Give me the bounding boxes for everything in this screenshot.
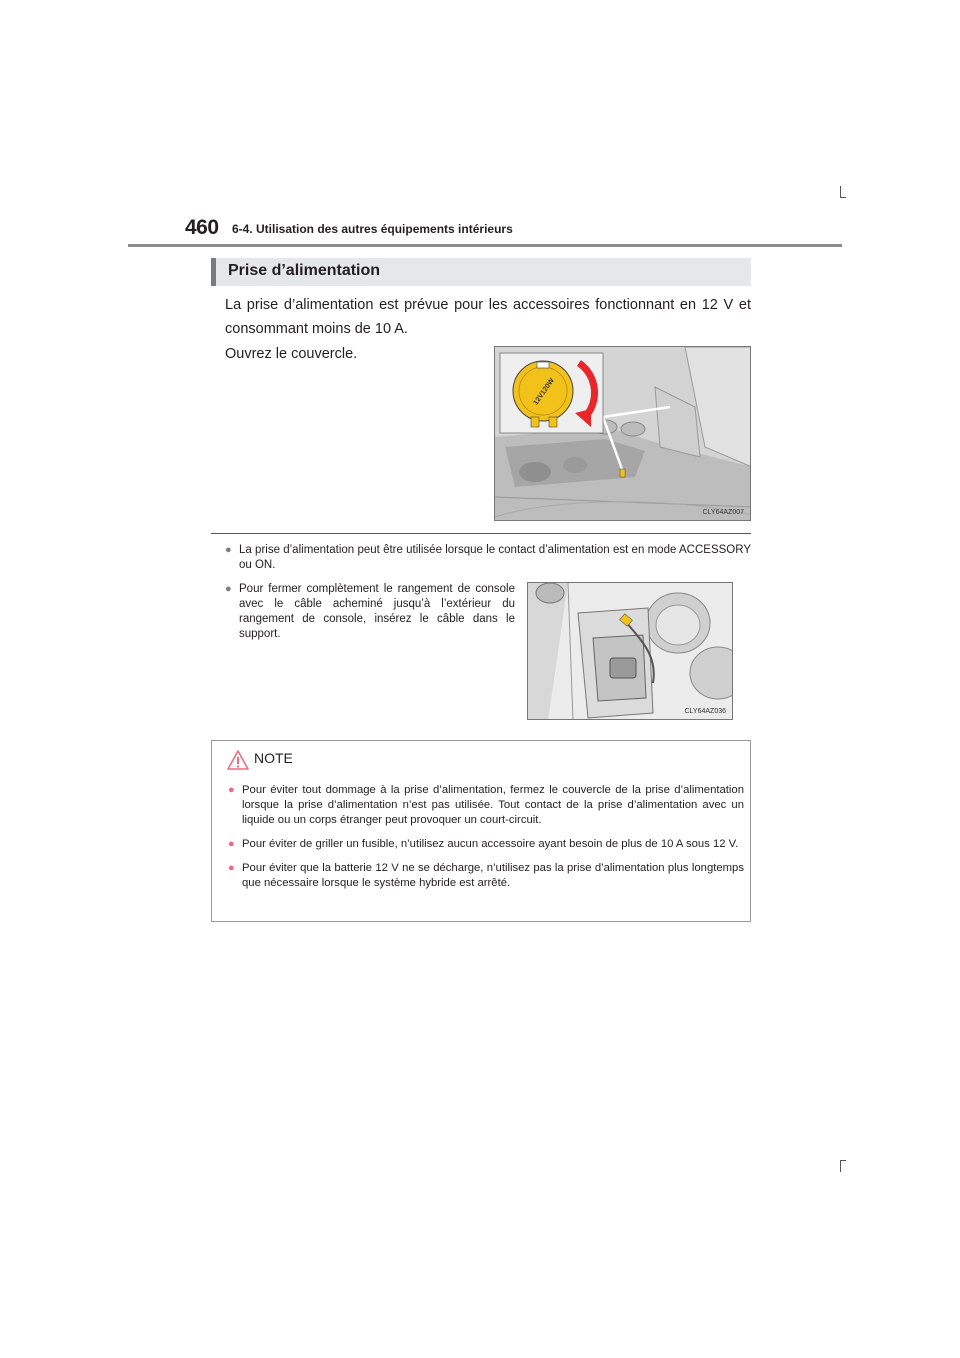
section-title-bar [211, 258, 751, 286]
note-bullet-icon: ● [228, 784, 235, 796]
note-item [228, 861, 744, 891]
bullet-item [225, 582, 515, 642]
note-bullet-icon: ● [228, 862, 235, 874]
figure-console-cable [527, 582, 733, 720]
figure-1-code: CLY64AZ007 [702, 509, 744, 516]
bullet-text: Pour fermer complètement le rangement de console avec le câble acheminé jusqu’à l’extérieur du rangement de console, insérez le câble dans le support. [239, 583, 515, 640]
note-list [228, 783, 744, 900]
step-text: Ouvrez le couvercle. [225, 346, 358, 362]
note-box [211, 740, 751, 922]
note-bullet-icon: ● [228, 838, 235, 850]
note-label: NOTE [254, 750, 293, 766]
header-rule [128, 244, 842, 247]
intro-paragraph: La prise d’alimentation est prévue pour les accessoires fonctionnant en 12 V et consommant moins de 10 A. [225, 297, 751, 337]
note-item-text: Pour éviter tout dommage à la prise d’alimentation, fermez le couvercle de la prise d’alimentation lorsque la prise d’alimentation n’est pas utilisée. Tout contact de la prise d’alimentation avec un liquide ou un corps étranger peut provoquer un court-circuit. [242, 784, 744, 826]
section-title: Prise d’alimentation [228, 262, 381, 279]
bullet-dot-icon: ● [225, 583, 232, 595]
note-item-text: Pour éviter de griller un fusible, n’utilisez aucun accessoire ayant besoin de plus de 10 A sous 12 V. [242, 838, 739, 850]
bullet-item [225, 543, 751, 573]
cap-label: 12V120W [532, 377, 556, 407]
crop-mark-bottom [840, 1160, 841, 1172]
note-item [228, 783, 744, 828]
crop-mark-bottom-tick [840, 1160, 846, 1161]
note-item-text: Pour éviter que la batterie 12 V ne se décharge, n’utilisez pas la prise d’alimentation plus longtemps que nécessaire lorsque le système hybride est arrêté. [242, 862, 744, 889]
figure-2-code: CLY64AZ036 [684, 708, 726, 715]
bullet-text: La prise d’alimentation peut être utilisée lorsque le contact d’alimentation est en mode ACCESSORY ou ON. [239, 544, 751, 571]
figure-power-outlet-cover [494, 346, 751, 521]
note-item [228, 837, 744, 852]
bullet-dot-icon: ● [225, 544, 232, 556]
section-divider [211, 533, 751, 534]
warning-triangle-icon [226, 749, 250, 771]
figure-1-drawing [495, 347, 751, 521]
crop-mark-top-tick [840, 197, 846, 198]
section-reference: 6-4. Utilisation des autres équipements intérieurs [232, 222, 513, 236]
page-number: 460 [185, 216, 219, 239]
figure-2-drawing [528, 583, 733, 720]
